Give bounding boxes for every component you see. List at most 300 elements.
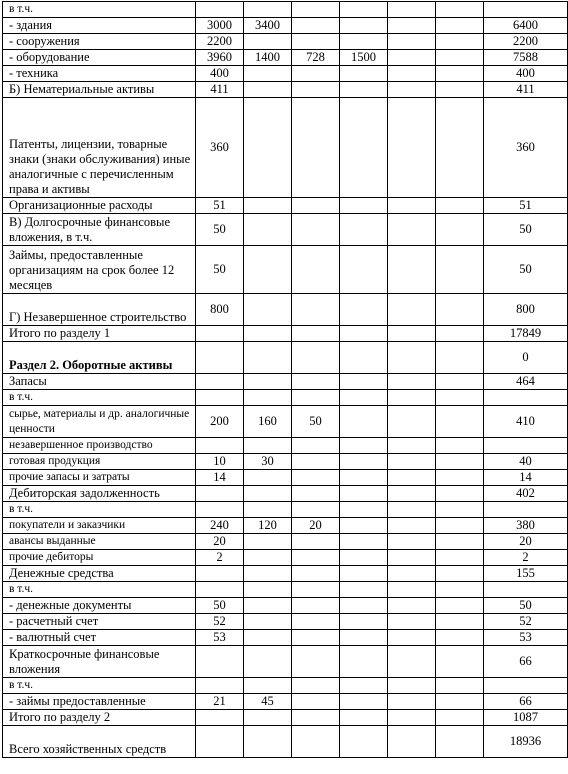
table-row — [3, 614, 568, 630]
value-cell — [244, 342, 292, 374]
value-cell — [340, 34, 388, 50]
value-cell — [436, 438, 484, 454]
value-cell — [340, 454, 388, 470]
value-cell — [292, 502, 340, 518]
value-cell — [340, 98, 388, 198]
value-cell: 3400 — [244, 18, 292, 34]
value-cell — [244, 246, 292, 294]
value-cell — [388, 2, 436, 18]
value-cell — [244, 82, 292, 98]
value-cell — [292, 294, 340, 326]
table-row — [3, 726, 568, 758]
value-cell — [292, 646, 340, 678]
value-cell — [244, 198, 292, 214]
value-cell — [436, 550, 484, 566]
value-cell — [388, 502, 436, 518]
row-label: незавершенное производство — [3, 438, 196, 454]
value-cell: 3000 — [196, 18, 244, 34]
value-cell: 51 — [196, 198, 244, 214]
value-cell — [340, 390, 388, 406]
value-cell: 360 — [196, 98, 244, 198]
row-label: Организационные расходы — [3, 198, 196, 214]
total-cell: 18936 — [484, 726, 568, 758]
total-cell: 53 — [484, 630, 568, 646]
value-cell — [196, 582, 244, 598]
value-cell — [292, 534, 340, 550]
total-cell — [484, 582, 568, 598]
total-cell: 20 — [484, 534, 568, 550]
row-label: - расчетный счет — [3, 614, 196, 630]
value-cell — [292, 374, 340, 390]
value-cell — [292, 18, 340, 34]
row-label: В) Долгосрочные финансовые вложения, в т.ч. — [3, 214, 196, 246]
value-cell — [292, 326, 340, 342]
row-label: - техника — [3, 66, 196, 82]
value-cell — [340, 710, 388, 726]
value-cell — [436, 518, 484, 534]
value-cell — [244, 710, 292, 726]
total-cell: 50 — [484, 246, 568, 294]
total-cell: 50 — [484, 598, 568, 614]
value-cell — [340, 678, 388, 694]
value-cell — [388, 534, 436, 550]
value-cell — [340, 2, 388, 18]
total-cell: 464 — [484, 374, 568, 390]
table-row — [3, 630, 568, 646]
value-cell — [340, 246, 388, 294]
value-cell: 411 — [196, 82, 244, 98]
table-row — [3, 694, 568, 710]
total-cell: 0 — [484, 342, 568, 374]
value-cell — [340, 326, 388, 342]
assets-table — [2, 1, 568, 758]
value-cell: 30 — [244, 454, 292, 470]
value-cell — [340, 534, 388, 550]
value-cell — [436, 390, 484, 406]
value-cell — [244, 66, 292, 82]
value-cell — [292, 34, 340, 50]
value-cell: 20 — [196, 534, 244, 550]
value-cell — [292, 390, 340, 406]
value-cell — [244, 2, 292, 18]
value-cell — [388, 406, 436, 438]
value-cell — [340, 374, 388, 390]
value-cell — [388, 566, 436, 582]
row-label: сырье, материалы и др. аналогичные ценности — [3, 406, 196, 438]
table-row — [3, 34, 568, 50]
row-label: покупатели и заказчики — [3, 518, 196, 534]
value-cell — [388, 294, 436, 326]
value-cell — [436, 726, 484, 758]
value-cell — [388, 342, 436, 374]
value-cell — [196, 678, 244, 694]
value-cell — [436, 614, 484, 630]
value-cell — [292, 614, 340, 630]
value-cell — [388, 518, 436, 534]
row-label: в т.ч. — [3, 502, 196, 518]
value-cell — [436, 34, 484, 50]
value-cell: 50 — [196, 598, 244, 614]
value-cell: 53 — [196, 630, 244, 646]
total-cell: 40 — [484, 454, 568, 470]
value-cell — [244, 630, 292, 646]
value-cell: 160 — [244, 406, 292, 438]
row-label: - займы предоставленные — [3, 694, 196, 710]
value-cell — [244, 582, 292, 598]
value-cell — [244, 614, 292, 630]
value-cell — [340, 694, 388, 710]
value-cell — [244, 566, 292, 582]
total-cell: 50 — [484, 214, 568, 246]
value-cell — [436, 454, 484, 470]
value-cell — [340, 614, 388, 630]
table-row — [3, 374, 568, 390]
value-cell — [196, 374, 244, 390]
value-cell — [388, 98, 436, 198]
value-cell — [436, 326, 484, 342]
value-cell — [196, 486, 244, 502]
row-label: - сооружения — [3, 34, 196, 50]
value-cell — [436, 710, 484, 726]
total-cell: 66 — [484, 646, 568, 678]
table-row — [3, 66, 568, 82]
table-row — [3, 214, 568, 246]
total-cell: 51 — [484, 198, 568, 214]
value-cell: 2200 — [196, 34, 244, 50]
total-cell: 360 — [484, 98, 568, 198]
value-cell — [388, 454, 436, 470]
value-cell — [244, 534, 292, 550]
row-label: прочие запасы и затраты — [3, 470, 196, 486]
row-label: Б) Нематериальные активы — [3, 82, 196, 98]
table-row — [3, 82, 568, 98]
value-cell — [292, 66, 340, 82]
total-cell: 17849 — [484, 326, 568, 342]
value-cell — [388, 614, 436, 630]
row-label: - денежные документы — [3, 598, 196, 614]
value-cell: 20 — [292, 518, 340, 534]
value-cell — [388, 82, 436, 98]
table-row — [3, 2, 568, 18]
value-cell — [244, 646, 292, 678]
table-row — [3, 550, 568, 566]
value-cell — [436, 646, 484, 678]
row-label: Г) Незавершенное строительство — [3, 294, 196, 326]
value-cell — [292, 678, 340, 694]
value-cell — [244, 438, 292, 454]
value-cell — [388, 630, 436, 646]
value-cell — [388, 34, 436, 50]
total-cell — [484, 678, 568, 694]
value-cell: 52 — [196, 614, 244, 630]
value-cell — [388, 678, 436, 694]
table-row — [3, 390, 568, 406]
value-cell — [292, 470, 340, 486]
value-cell — [436, 502, 484, 518]
total-cell: 380 — [484, 518, 568, 534]
value-cell — [244, 34, 292, 50]
value-cell — [436, 678, 484, 694]
value-cell — [436, 406, 484, 438]
value-cell — [340, 566, 388, 582]
total-cell — [484, 438, 568, 454]
value-cell — [244, 550, 292, 566]
table-row — [3, 646, 568, 678]
total-cell — [484, 502, 568, 518]
value-cell — [292, 198, 340, 214]
value-cell — [292, 726, 340, 758]
value-cell — [292, 454, 340, 470]
row-label: Патенты, лицензии, товарные знаки (знаки обслуживания) иные аналогичные с перечисленным права и активы — [3, 98, 196, 198]
row-label: Запасы — [3, 374, 196, 390]
value-cell — [388, 582, 436, 598]
total-cell: 411 — [484, 82, 568, 98]
value-cell — [388, 18, 436, 34]
value-cell — [388, 646, 436, 678]
value-cell — [244, 374, 292, 390]
value-cell: 45 — [244, 694, 292, 710]
value-cell — [388, 66, 436, 82]
value-cell: 21 — [196, 694, 244, 710]
value-cell — [436, 534, 484, 550]
value-cell — [340, 18, 388, 34]
value-cell — [340, 66, 388, 82]
value-cell — [196, 502, 244, 518]
total-cell: 155 — [484, 566, 568, 582]
value-cell — [340, 582, 388, 598]
total-cell: 400 — [484, 66, 568, 82]
value-cell — [340, 82, 388, 98]
value-cell — [292, 598, 340, 614]
total-cell: 6400 — [484, 18, 568, 34]
section-heading: Раздел 2. Оборотные активы — [9, 358, 173, 372]
value-cell: 10 — [196, 454, 244, 470]
value-cell — [292, 582, 340, 598]
value-cell: 2 — [196, 550, 244, 566]
table-row — [3, 454, 568, 470]
value-cell — [340, 438, 388, 454]
table-row — [3, 518, 568, 534]
value-cell — [436, 374, 484, 390]
value-cell — [196, 710, 244, 726]
value-cell — [388, 694, 436, 710]
row-label: - оборудование — [3, 50, 196, 66]
value-cell — [436, 50, 484, 66]
value-cell — [436, 486, 484, 502]
value-cell — [292, 98, 340, 198]
table-row — [3, 710, 568, 726]
value-cell — [196, 342, 244, 374]
value-cell — [388, 550, 436, 566]
row-label: авансы выданные — [3, 534, 196, 550]
table-row — [3, 678, 568, 694]
value-cell — [340, 518, 388, 534]
table-row — [3, 342, 568, 374]
value-cell — [436, 18, 484, 34]
table-row — [3, 406, 568, 438]
value-cell: 800 — [196, 294, 244, 326]
value-cell — [340, 214, 388, 246]
table-row — [3, 18, 568, 34]
value-cell — [244, 390, 292, 406]
value-cell — [388, 486, 436, 502]
value-cell — [436, 694, 484, 710]
value-cell — [388, 50, 436, 66]
value-cell — [436, 582, 484, 598]
value-cell: 728 — [292, 50, 340, 66]
value-cell — [340, 630, 388, 646]
total-cell: 52 — [484, 614, 568, 630]
value-cell — [196, 726, 244, 758]
value-cell — [436, 66, 484, 82]
value-cell: 3960 — [196, 50, 244, 66]
table-row — [3, 502, 568, 518]
value-cell — [292, 246, 340, 294]
value-cell — [436, 246, 484, 294]
table-row — [3, 566, 568, 582]
value-cell — [292, 486, 340, 502]
value-cell — [340, 470, 388, 486]
value-cell — [340, 726, 388, 758]
row-label: - валютный счет — [3, 630, 196, 646]
table-row — [3, 50, 568, 66]
value-cell — [436, 294, 484, 326]
value-cell: 50 — [196, 246, 244, 294]
value-cell — [388, 470, 436, 486]
value-cell — [292, 214, 340, 246]
table-row — [3, 438, 568, 454]
row-label: в т.ч. — [3, 390, 196, 406]
value-cell — [196, 566, 244, 582]
total-cell: 410 — [484, 406, 568, 438]
value-cell: 120 — [244, 518, 292, 534]
table-row — [3, 246, 568, 294]
row-label: Денежные средства — [3, 566, 196, 582]
value-cell — [436, 630, 484, 646]
value-cell — [436, 598, 484, 614]
row-label: прочие дебиторы — [3, 550, 196, 566]
table-row — [3, 98, 568, 198]
value-cell — [244, 678, 292, 694]
value-cell: 1400 — [244, 50, 292, 66]
table-row — [3, 198, 568, 214]
total-cell: 7588 — [484, 50, 568, 66]
value-cell: 50 — [292, 406, 340, 438]
value-cell — [196, 646, 244, 678]
value-cell — [292, 342, 340, 374]
value-cell — [436, 98, 484, 198]
value-cell — [436, 82, 484, 98]
value-cell: 50 — [196, 214, 244, 246]
value-cell — [436, 342, 484, 374]
row-label: Дебиторская задолженность — [3, 486, 196, 502]
value-cell — [436, 566, 484, 582]
row-label: в т.ч. — [3, 678, 196, 694]
value-cell: 400 — [196, 66, 244, 82]
total-cell: 14 — [484, 470, 568, 486]
value-cell — [196, 390, 244, 406]
value-cell — [244, 294, 292, 326]
value-cell — [388, 326, 436, 342]
value-cell — [292, 566, 340, 582]
row-label: Всего хозяйственных средств — [3, 726, 196, 758]
value-cell — [244, 726, 292, 758]
total-cell: 800 — [484, 294, 568, 326]
value-cell — [292, 694, 340, 710]
value-cell — [244, 326, 292, 342]
value-cell — [388, 598, 436, 614]
total-cell: 66 — [484, 694, 568, 710]
value-cell — [340, 198, 388, 214]
value-cell — [340, 486, 388, 502]
table-row — [3, 534, 568, 550]
total-cell: 1087 — [484, 710, 568, 726]
row-label: Итого по разделу 2 — [3, 710, 196, 726]
row-label: в т.ч. — [3, 582, 196, 598]
table-row — [3, 470, 568, 486]
table-row — [3, 598, 568, 614]
value-cell — [340, 406, 388, 438]
value-cell — [292, 550, 340, 566]
value-cell — [388, 246, 436, 294]
value-cell — [436, 198, 484, 214]
value-cell — [388, 710, 436, 726]
table-row — [3, 326, 568, 342]
value-cell: 200 — [196, 406, 244, 438]
table-row — [3, 582, 568, 598]
value-cell — [244, 214, 292, 246]
value-cell — [436, 470, 484, 486]
value-cell — [244, 502, 292, 518]
total-cell — [484, 2, 568, 18]
value-cell: 14 — [196, 470, 244, 486]
value-cell — [244, 598, 292, 614]
value-cell — [340, 646, 388, 678]
value-cell — [340, 550, 388, 566]
value-cell — [292, 630, 340, 646]
row-label: готовая продукция — [3, 454, 196, 470]
table-row — [3, 486, 568, 502]
value-cell — [388, 374, 436, 390]
total-cell: 2200 — [484, 34, 568, 50]
value-cell — [436, 214, 484, 246]
value-cell — [388, 726, 436, 758]
value-cell — [292, 710, 340, 726]
row-label: - здания — [3, 18, 196, 34]
value-cell — [244, 470, 292, 486]
row-label: Займы, предоставленные организациям на срок более 12 месяцев — [3, 246, 196, 294]
value-cell — [388, 438, 436, 454]
table-body — [3, 2, 568, 758]
value-cell — [388, 198, 436, 214]
value-cell — [340, 502, 388, 518]
table-row — [3, 294, 568, 326]
value-cell — [196, 2, 244, 18]
row-label — [3, 342, 196, 374]
value-cell — [340, 342, 388, 374]
total-cell — [484, 390, 568, 406]
value-cell — [292, 438, 340, 454]
value-cell — [388, 390, 436, 406]
total-cell: 402 — [484, 486, 568, 502]
row-label: Итого по разделу 1 — [3, 326, 196, 342]
value-cell — [244, 98, 292, 198]
value-cell — [196, 326, 244, 342]
value-cell — [340, 598, 388, 614]
value-cell: 1500 — [340, 50, 388, 66]
total-cell: 2 — [484, 550, 568, 566]
row-label: в т.ч. — [3, 2, 196, 18]
